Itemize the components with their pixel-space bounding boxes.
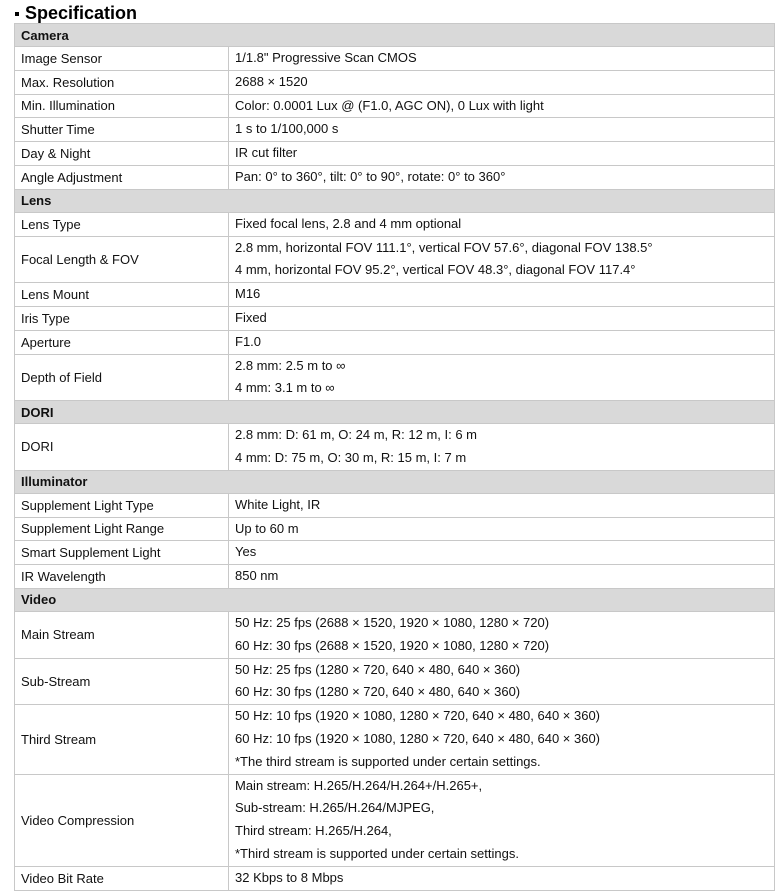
table-row xyxy=(15,70,775,94)
spec-value-line: Fixed focal lens, 2.8 and 4 mm optional xyxy=(235,215,462,231)
table-row xyxy=(15,306,775,330)
table-row xyxy=(15,47,775,71)
spec-value-line: 60 Hz: 10 fps (1920 × 1080, 1280 × 720, 640 × 480, 640 × 360) xyxy=(235,730,601,746)
spec-label: Shutter Time xyxy=(15,118,229,142)
spec-label: Lens Mount xyxy=(15,283,229,307)
bullet-icon xyxy=(15,12,19,16)
table-row xyxy=(15,330,775,354)
spec-label: Third Stream xyxy=(15,705,229,774)
spec-value-line: 4 mm, horizontal FOV 95.2°, vertical FOV 48.3°, diagonal FOV 117.4° xyxy=(235,262,636,278)
spec-value-line: Pan: 0° to 360°, tilt: 0° to 90°, rotate: 0° to 360° xyxy=(235,168,506,184)
table-row xyxy=(15,283,775,307)
spec-label: Video Bit Rate xyxy=(15,866,229,890)
spec-value xyxy=(229,212,775,236)
spec-value-line: 4 mm: D: 75 m, O: 30 m, R: 15 m, I: 7 m xyxy=(235,449,467,465)
spec-value xyxy=(229,330,775,354)
section-header-dori xyxy=(15,401,775,424)
spec-value-line: IR cut filter xyxy=(235,145,298,161)
spec-value-line: M16 xyxy=(235,286,261,302)
spec-value-line: 850 nm xyxy=(235,568,279,584)
section-header-illuminator xyxy=(15,470,775,493)
spec-value-line: 1/1.8" Progressive Scan CMOS xyxy=(235,50,417,65)
spec-value-line: 50 Hz: 25 fps (2688 × 1520, 1920 × 1080, 1280 × 720) xyxy=(235,614,550,630)
specification-table-body xyxy=(15,24,775,891)
spec-value xyxy=(229,165,775,189)
table-row xyxy=(15,611,775,658)
spec-value-line: *The third stream is supported under certain settings. xyxy=(235,753,541,769)
spec-label: Min. Illumination xyxy=(15,94,229,118)
spec-value xyxy=(229,658,775,705)
spec-value-line: 2688 × 1520 xyxy=(235,73,308,89)
table-row xyxy=(15,94,775,118)
spec-value xyxy=(229,611,775,658)
spec-label: Main Stream xyxy=(15,611,229,658)
spec-value-line: Main stream: H.265/H.264/H.264+/H.265+, xyxy=(235,777,483,793)
spec-value-line: Yes xyxy=(235,544,257,560)
spec-value-line: White Light, IR xyxy=(235,496,321,512)
spec-value xyxy=(229,493,775,517)
spec-label: Angle Adjustment xyxy=(15,165,229,189)
table-row xyxy=(15,354,775,401)
spec-value-line: 2.8 mm: 2.5 m to ∞ xyxy=(235,357,346,373)
spec-value xyxy=(229,236,775,283)
spec-label: Aperture xyxy=(15,330,229,354)
spec-label: Lens Type xyxy=(15,212,229,236)
spec-value-line: 50 Hz: 25 fps (1280 × 720, 640 × 480, 640 × 360) xyxy=(235,661,521,677)
spec-value xyxy=(229,565,775,589)
section-header-camera xyxy=(15,24,775,47)
spec-value xyxy=(229,774,775,866)
spec-value xyxy=(229,705,775,774)
section-title: DORI xyxy=(15,401,775,424)
section-title: Camera xyxy=(15,24,775,47)
table-row xyxy=(15,212,775,236)
spec-value xyxy=(229,47,775,71)
table-row xyxy=(15,424,775,471)
table-row xyxy=(15,493,775,517)
spec-value xyxy=(229,517,775,541)
section-title: Video xyxy=(15,588,775,611)
spec-value xyxy=(229,94,775,118)
spec-value xyxy=(229,118,775,142)
spec-value xyxy=(229,354,775,401)
spec-value-line: F1.0 xyxy=(235,333,262,349)
spec-value-line: Color: 0.0001 Lux @ (F1.0, AGC ON), 0 Lux with light xyxy=(235,97,544,113)
spec-value-line: 60 Hz: 30 fps (1280 × 720, 640 × 480, 640 × 360) xyxy=(235,684,521,700)
spec-label: Supplement Light Range xyxy=(15,517,229,541)
section-header-video xyxy=(15,588,775,611)
section-title: Lens xyxy=(15,189,775,212)
spec-value-line: 2.8 mm: D: 61 m, O: 24 m, R: 12 m, I: 6 m xyxy=(235,427,478,443)
spec-value-line: Fixed xyxy=(235,309,267,325)
page-title xyxy=(15,1,137,25)
table-row xyxy=(15,165,775,189)
table-row xyxy=(15,705,775,774)
table-row xyxy=(15,774,775,866)
table-row xyxy=(15,866,775,890)
spec-value-line: 4 mm: 3.1 m to ∞ xyxy=(235,380,335,396)
specification-table xyxy=(14,23,774,891)
table-row xyxy=(15,142,775,166)
spec-value xyxy=(229,283,775,307)
table-row xyxy=(15,517,775,541)
spec-value xyxy=(229,142,775,166)
section-title: Illuminator xyxy=(15,470,775,493)
spec-value xyxy=(229,306,775,330)
table-row xyxy=(15,118,775,142)
spec-label: Focal Length & FOV xyxy=(15,236,229,283)
spec-label: Depth of Field xyxy=(15,354,229,401)
spec-label: IR Wavelength xyxy=(15,565,229,589)
spec-value-line: 32 Kbps to 8 Mbps xyxy=(235,869,344,885)
spec-value xyxy=(229,424,775,471)
spec-label: Supplement Light Type xyxy=(15,493,229,517)
spec-label: Max. Resolution xyxy=(15,70,229,94)
section-header-lens xyxy=(15,189,775,212)
spec-label: Smart Supplement Light xyxy=(15,541,229,565)
spec-value-line: Third stream: H.265/H.264, xyxy=(235,823,392,839)
spec-value-line: Up to 60 m xyxy=(235,520,299,536)
spec-value-line: Sub-stream: H.265/H.264/MJPEG, xyxy=(235,800,435,816)
spec-label: Sub-Stream xyxy=(15,658,229,705)
spec-value-line: 2.8 mm, horizontal FOV 111.1°, vertical FOV 57.6°, diagonal FOV 138.5° xyxy=(235,239,653,255)
spec-value xyxy=(229,866,775,890)
spec-label: DORI xyxy=(15,424,229,471)
table-row xyxy=(15,658,775,705)
spec-value-line: 1 s to 1/100,000 s xyxy=(235,121,339,137)
spec-value-line: 50 Hz: 10 fps (1920 × 1080, 1280 × 720, 640 × 480, 640 × 360) xyxy=(235,708,601,724)
table-row xyxy=(15,565,775,589)
spec-value xyxy=(229,70,775,94)
spec-label: Iris Type xyxy=(15,306,229,330)
table-row xyxy=(15,236,775,283)
page-title-text: Specification xyxy=(25,3,138,23)
spec-value xyxy=(229,541,775,565)
spec-label: Image Sensor xyxy=(15,47,229,71)
spec-label: Video Compression xyxy=(15,774,229,866)
table-row xyxy=(15,541,775,565)
spec-value-line: *Third stream is supported under certain settings. xyxy=(235,845,519,861)
spec-value-line: 60 Hz: 30 fps (2688 × 1520, 1920 × 1080, 1280 × 720) xyxy=(235,637,550,653)
spec-label: Day & Night xyxy=(15,142,229,166)
